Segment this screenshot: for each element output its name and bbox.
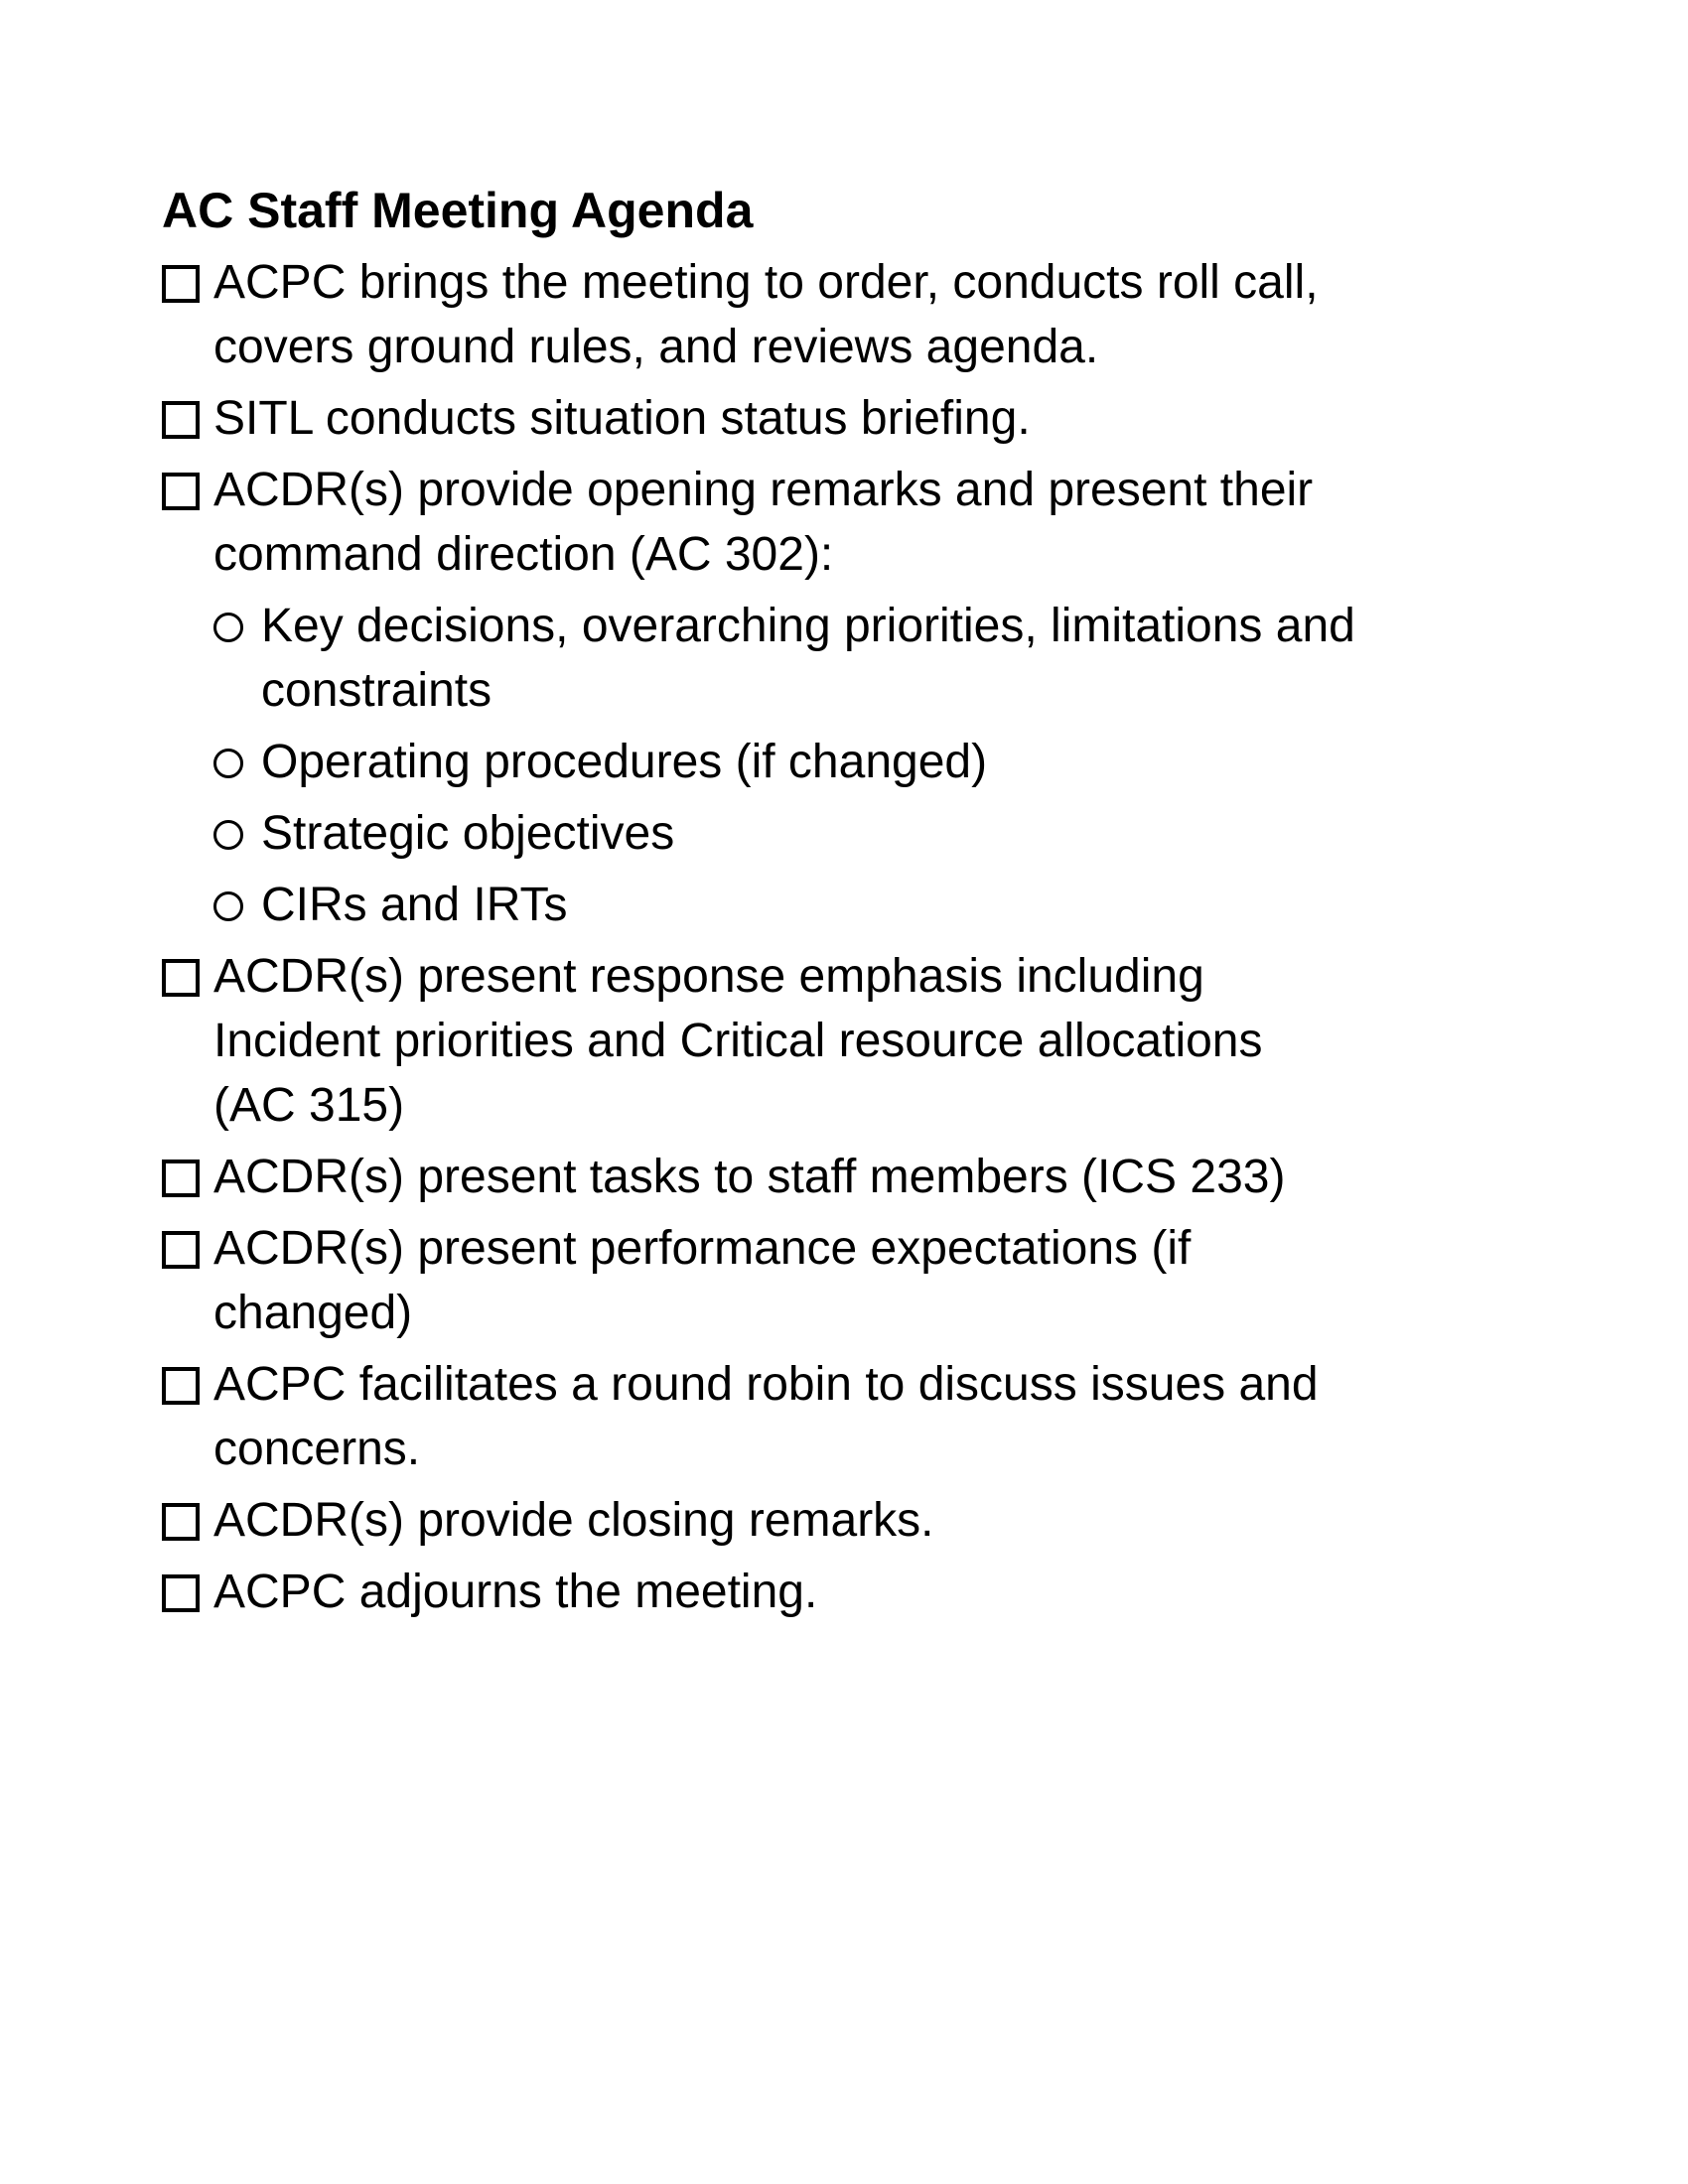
- text-line: constraints: [261, 664, 492, 717]
- text-line: ACPC facilitates a round robin to discuss issues and: [213, 1358, 1319, 1411]
- checkbox-icon: [162, 1367, 200, 1405]
- text-line: concerns.: [213, 1423, 421, 1475]
- text-line: (AC 315): [213, 1079, 405, 1132]
- checklist-subitem: [213, 801, 1628, 866]
- circle-bullet-icon: [213, 749, 243, 778]
- checklist-item-text: [261, 801, 674, 866]
- text-line: ACDR(s) provide opening remarks and present their: [213, 464, 1314, 516]
- checklist-item-text: [261, 730, 987, 794]
- checkbox-icon: [162, 1231, 200, 1269]
- text-line: ACDR(s) provide closing remarks.: [213, 1494, 934, 1547]
- checklist-item: [162, 1352, 1628, 1481]
- checkbox-icon: [162, 1503, 200, 1541]
- checkbox-icon: [162, 473, 200, 510]
- checkbox-icon: [162, 1574, 200, 1612]
- checkbox-icon: [162, 1160, 200, 1197]
- circle-bullet-icon: [213, 891, 243, 921]
- text-line: Key decisions, overarching priorities, limitations and: [261, 600, 1355, 652]
- text-line: ACDR(s) present response emphasis including: [213, 950, 1204, 1003]
- circle-bullet-icon: [213, 820, 243, 850]
- text-line: command direction (AC 302):: [213, 528, 834, 581]
- checklist-item-text: [213, 1352, 1319, 1481]
- checklist-item: [162, 1216, 1628, 1345]
- text-line: covers ground rules, and reviews agenda.: [213, 321, 1099, 373]
- checkbox-icon: [162, 265, 200, 303]
- checklist-item-text: [213, 1560, 817, 1624]
- checklist-item-text: [213, 1488, 934, 1553]
- text-line: SITL conducts situation status briefing.: [213, 392, 1031, 445]
- checklist-item-text: [261, 873, 568, 937]
- checklist-item-text: [213, 386, 1031, 451]
- checklist-subitem: [213, 873, 1628, 937]
- circle-bullet-icon: [213, 613, 243, 642]
- text-line: CIRs and IRTs: [261, 879, 568, 931]
- text-line: Incident priorities and Critical resource allocations: [213, 1015, 1263, 1067]
- checkbox-icon: [162, 401, 200, 439]
- checklist-item: [162, 250, 1628, 379]
- checklist-item: [162, 1488, 1628, 1553]
- text-line: ACPC adjourns the meeting.: [213, 1566, 818, 1618]
- checklist-item-text: [213, 458, 1313, 587]
- page-title: AC Staff Meeting Agenda: [162, 183, 754, 238]
- text-line: Operating procedures (if changed): [261, 736, 988, 788]
- checklist-item: [162, 458, 1628, 587]
- text-line: ACDR(s) present tasks to staff members (ICS 233): [213, 1151, 1286, 1203]
- checklist-item-text: [213, 944, 1263, 1138]
- checklist-item-text: [213, 1216, 1191, 1345]
- checklist-item-text: [261, 594, 1355, 723]
- checklist-item-text: [213, 1145, 1285, 1209]
- checkbox-icon: [162, 959, 200, 997]
- checklist-subitem: [213, 594, 1628, 723]
- checklist-item: [162, 386, 1628, 451]
- text-line: ACDR(s) present performance expectations (if: [213, 1222, 1192, 1275]
- text-line: ACPC brings the meeting to order, conducts roll call,: [213, 256, 1319, 309]
- checklist-item: [162, 1145, 1628, 1209]
- checklist-subitem: [213, 730, 1628, 794]
- checklist-item-text: [213, 250, 1319, 379]
- checklist-item: [162, 1560, 1628, 1624]
- checklist-item: [162, 944, 1628, 1138]
- text-line: changed): [213, 1287, 413, 1339]
- text-line: Strategic objectives: [261, 807, 675, 860]
